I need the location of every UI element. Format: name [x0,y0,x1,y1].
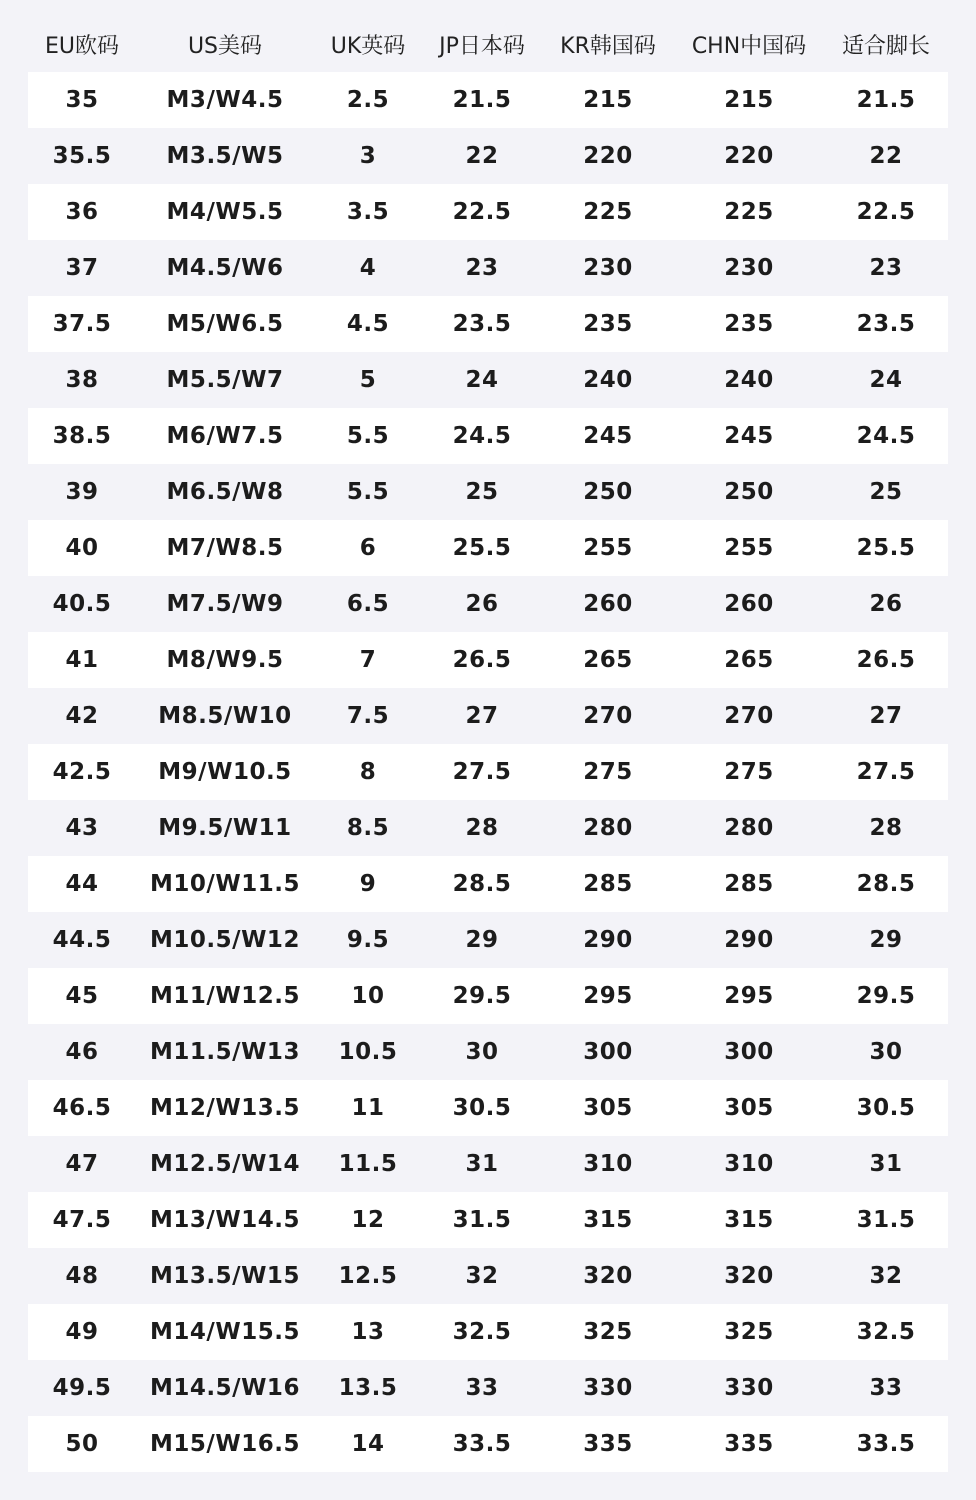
table-cell-us: M9.5/W11 [158,815,292,841]
table-row [28,352,948,408]
table-cell-eu: 46.5 [52,1095,112,1121]
table-cell-uk: 13 [351,1319,385,1345]
table-cell-chn: 310 [724,1151,774,1177]
table-row [28,296,948,352]
table-cell-eu: 37.5 [52,311,112,337]
table-cell-foot-length: 33.5 [856,1431,916,1457]
column-header-eu: EU欧码 [44,33,119,59]
table-cell-uk: 10 [351,983,385,1009]
table-cell-jp: 21.5 [452,87,512,113]
table-cell-us: M8/W9.5 [166,647,284,673]
table-cell-uk: 4.5 [346,311,390,337]
table-cell-jp: 28.5 [452,871,512,897]
table-cell-chn: 305 [724,1095,774,1121]
table-cell-eu: 42.5 [52,759,112,785]
table-cell-chn: 320 [724,1263,774,1289]
table-cell-jp: 22.5 [452,199,512,225]
table-cell-us: M3.5/W5 [166,143,284,169]
table-cell-us: M10.5/W12 [150,927,300,953]
table-cell-eu: 47.5 [52,1207,112,1233]
table-cell-foot-length: 25 [869,479,903,505]
column-header-us: US美码 [187,33,263,59]
table-row [28,856,948,912]
table-cell-kr: 290 [583,927,633,953]
table-cell-uk: 13.5 [338,1375,398,1401]
table-cell-kr: 320 [583,1263,633,1289]
table-cell-us: M14/W15.5 [150,1319,300,1345]
table-cell-jp: 30.5 [452,1095,512,1121]
table-cell-us: M8.5/W10 [158,703,292,729]
table-cell-eu: 41 [65,647,99,673]
table-cell-uk: 5 [359,367,377,393]
table-cell-foot-length: 25.5 [856,535,916,561]
table-cell-chn: 285 [724,871,774,897]
table-cell-jp: 24.5 [452,423,512,449]
table-cell-kr: 305 [583,1095,633,1121]
table-cell-kr: 255 [583,535,633,561]
table-cell-eu: 37 [65,255,99,281]
table-cell-chn: 270 [724,703,774,729]
table-cell-foot-length: 21.5 [856,87,916,113]
table-cell-us: M14.5/W16 [150,1375,300,1401]
table-cell-chn: 250 [724,479,774,505]
table-body [28,72,948,1472]
table-cell-foot-length: 23.5 [856,311,916,337]
table-cell-eu: 35.5 [52,143,112,169]
table-cell-kr: 230 [583,255,633,281]
table-cell-us: M11.5/W13 [150,1039,300,1065]
table-cell-kr: 280 [583,815,633,841]
table-cell-eu: 47 [65,1151,99,1177]
table-cell-us: M10/W11.5 [150,871,300,897]
table-cell-foot-length: 27 [869,703,903,729]
table-cell-us: M4/W5.5 [166,199,284,225]
table-cell-jp: 25 [465,479,499,505]
table-cell-kr: 235 [583,311,633,337]
table-cell-uk: 3.5 [346,199,390,225]
table-cell-chn: 280 [724,815,774,841]
table-row [28,1192,948,1248]
table-cell-chn: 225 [724,199,774,225]
table-cell-eu: 50 [65,1431,99,1457]
table-cell-uk: 7 [359,647,377,673]
table-cell-kr: 295 [583,983,633,1009]
table-cell-chn: 290 [724,927,774,953]
table-row [28,1080,948,1136]
table-row [28,1136,948,1192]
table-cell-chn: 265 [724,647,774,673]
table-cell-chn: 295 [724,983,774,1009]
table-cell-foot-length: 33 [869,1375,903,1401]
table-cell-jp: 33.5 [452,1431,512,1457]
table-cell-kr: 275 [583,759,633,785]
table-cell-uk: 12.5 [338,1263,398,1289]
table-row [28,184,948,240]
table-cell-chn: 330 [724,1375,774,1401]
table-cell-us: M13.5/W15 [150,1263,300,1289]
table-cell-us: M12/W13.5 [150,1095,300,1121]
table-cell-eu: 36 [65,199,99,225]
table-cell-us: M3/W4.5 [166,87,284,113]
table-cell-foot-length: 24 [869,367,903,393]
table-cell-eu: 35 [65,87,99,113]
table-cell-chn: 215 [724,87,774,113]
table-row [28,968,948,1024]
table-cell-uk: 8 [359,759,377,785]
table-cell-jp: 26 [465,591,499,617]
table-cell-us: M4.5/W6 [166,255,284,281]
table-cell-kr: 240 [583,367,633,393]
table-cell-us: M7.5/W9 [166,591,284,617]
table-cell-uk: 6 [359,535,377,561]
table-cell-uk: 12 [351,1207,385,1233]
table-row [28,912,948,968]
table-cell-us: M11/W12.5 [150,983,300,1009]
table-cell-jp: 31 [465,1151,499,1177]
table-cell-eu: 44 [65,871,99,897]
table-cell-foot-length: 22.5 [856,199,916,225]
table-cell-foot-length: 30.5 [856,1095,916,1121]
table-cell-kr: 335 [583,1431,633,1457]
table-cell-uk: 3 [359,143,377,169]
table-cell-us: M12.5/W14 [150,1151,300,1177]
table-cell-kr: 215 [583,87,633,113]
table-cell-uk: 5.5 [346,479,390,505]
table-cell-jp: 27.5 [452,759,512,785]
table-cell-foot-length: 29 [869,927,903,953]
table-cell-chn: 315 [724,1207,774,1233]
table-cell-eu: 40 [65,535,99,561]
table-row [28,800,948,856]
table-cell-uk: 7.5 [346,703,390,729]
table-cell-eu: 48 [65,1263,99,1289]
table-cell-kr: 250 [583,479,633,505]
table-cell-jp: 33 [465,1375,499,1401]
table-cell-jp: 29 [465,927,499,953]
table-cell-us: M6/W7.5 [166,423,284,449]
table-row [28,1360,948,1416]
table-cell-jp: 28 [465,815,499,841]
table-cell-kr: 265 [583,647,633,673]
table-cell-kr: 300 [583,1039,633,1065]
column-header-chn: CHN中国码 [691,33,807,59]
table-cell-chn: 275 [724,759,774,785]
table-cell-kr: 315 [583,1207,633,1233]
table-cell-foot-length: 23 [869,255,903,281]
table-cell-foot-length: 26 [869,591,903,617]
table-row [28,576,948,632]
table-cell-kr: 260 [583,591,633,617]
table-cell-eu: 44.5 [52,927,112,953]
table-cell-chn: 240 [724,367,774,393]
column-header-jp: JP日本码 [439,33,525,59]
table-cell-uk: 11.5 [338,1151,398,1177]
table-cell-uk: 4 [359,255,377,281]
table-cell-eu: 39 [65,479,99,505]
table-row [28,1024,948,1080]
table-cell-jp: 31.5 [452,1207,512,1233]
table-cell-us: M13/W14.5 [150,1207,300,1233]
table-cell-chn: 325 [724,1319,774,1345]
table-cell-uk: 5.5 [346,423,390,449]
table-cell-jp: 23.5 [452,311,512,337]
table-cell-eu: 38 [65,367,99,393]
table-cell-kr: 325 [583,1319,633,1345]
table-cell-us: M9/W10.5 [158,759,292,785]
table-cell-uk: 6.5 [346,591,390,617]
table-cell-chn: 235 [724,311,774,337]
table-cell-kr: 270 [583,703,633,729]
column-header-kr: KR韩国码 [560,33,656,59]
table-cell-us: M15/W16.5 [150,1431,300,1457]
table-cell-eu: 46 [65,1039,99,1065]
table-cell-uk: 11 [351,1095,385,1121]
table-row [28,1416,948,1472]
table-cell-chn: 300 [724,1039,774,1065]
table-cell-chn: 335 [724,1431,774,1457]
table-row [28,464,948,520]
table-cell-jp: 24 [465,367,499,393]
column-header-uk: UK英码 [330,33,406,59]
table-cell-foot-length: 30 [869,1039,903,1065]
table-cell-chn: 255 [724,535,774,561]
table-cell-eu: 49 [65,1319,99,1345]
table-cell-kr: 310 [583,1151,633,1177]
table-cell-foot-length: 27.5 [856,759,916,785]
table-cell-kr: 245 [583,423,633,449]
table-cell-kr: 285 [583,871,633,897]
table-cell-jp: 22 [465,143,499,169]
table-row [28,520,948,576]
table-cell-foot-length: 31 [869,1151,903,1177]
column-header-foot-length: 适合脚长 [841,33,930,59]
table-cell-chn: 220 [724,143,774,169]
table-cell-eu: 45 [65,983,99,1009]
table-header-row [28,16,948,72]
table-cell-foot-length: 24.5 [856,423,916,449]
table-cell-jp: 32.5 [452,1319,512,1345]
table-cell-uk: 14 [351,1431,385,1457]
table-row [28,240,948,296]
table-cell-uk: 10.5 [338,1039,398,1065]
table-cell-eu: 42 [65,703,99,729]
table-cell-foot-length: 32 [869,1263,903,1289]
table-row [28,688,948,744]
table-cell-foot-length: 32.5 [856,1319,916,1345]
table-cell-chn: 260 [724,591,774,617]
table-cell-us: M5.5/W7 [166,367,284,393]
table-row [28,1304,948,1360]
table-cell-kr: 220 [583,143,633,169]
table-cell-kr: 225 [583,199,633,225]
table-cell-foot-length: 22 [869,143,903,169]
table-cell-foot-length: 28.5 [856,871,916,897]
table-row [28,632,948,688]
table-cell-eu: 40.5 [52,591,112,617]
table-cell-jp: 26.5 [452,647,512,673]
table-cell-jp: 23 [465,255,499,281]
table-cell-foot-length: 26.5 [856,647,916,673]
table-cell-jp: 29.5 [452,983,512,1009]
table-cell-uk: 2.5 [346,87,390,113]
table-cell-eu: 43 [65,815,99,841]
table-cell-foot-length: 31.5 [856,1207,916,1233]
size-chart-table [28,16,948,1472]
table-row [28,744,948,800]
table-cell-jp: 27 [465,703,499,729]
table-cell-eu: 49.5 [52,1375,112,1401]
table-row [28,1248,948,1304]
table-cell-kr: 330 [583,1375,633,1401]
table-cell-jp: 32 [465,1263,499,1289]
table-cell-chn: 245 [724,423,774,449]
table-cell-jp: 30 [465,1039,499,1065]
table-row [28,128,948,184]
table-cell-uk: 9.5 [346,927,390,953]
table-cell-foot-length: 28 [869,815,903,841]
table-cell-uk: 8.5 [346,815,390,841]
table-row [28,408,948,464]
table-row [28,72,948,128]
table-cell-jp: 25.5 [452,535,512,561]
table-cell-us: M5/W6.5 [166,311,284,337]
table-cell-us: M7/W8.5 [166,535,284,561]
table-cell-eu: 38.5 [52,423,112,449]
table-cell-chn: 230 [724,255,774,281]
table-cell-foot-length: 29.5 [856,983,916,1009]
table-cell-uk: 9 [359,871,377,897]
table-cell-us: M6.5/W8 [166,479,284,505]
